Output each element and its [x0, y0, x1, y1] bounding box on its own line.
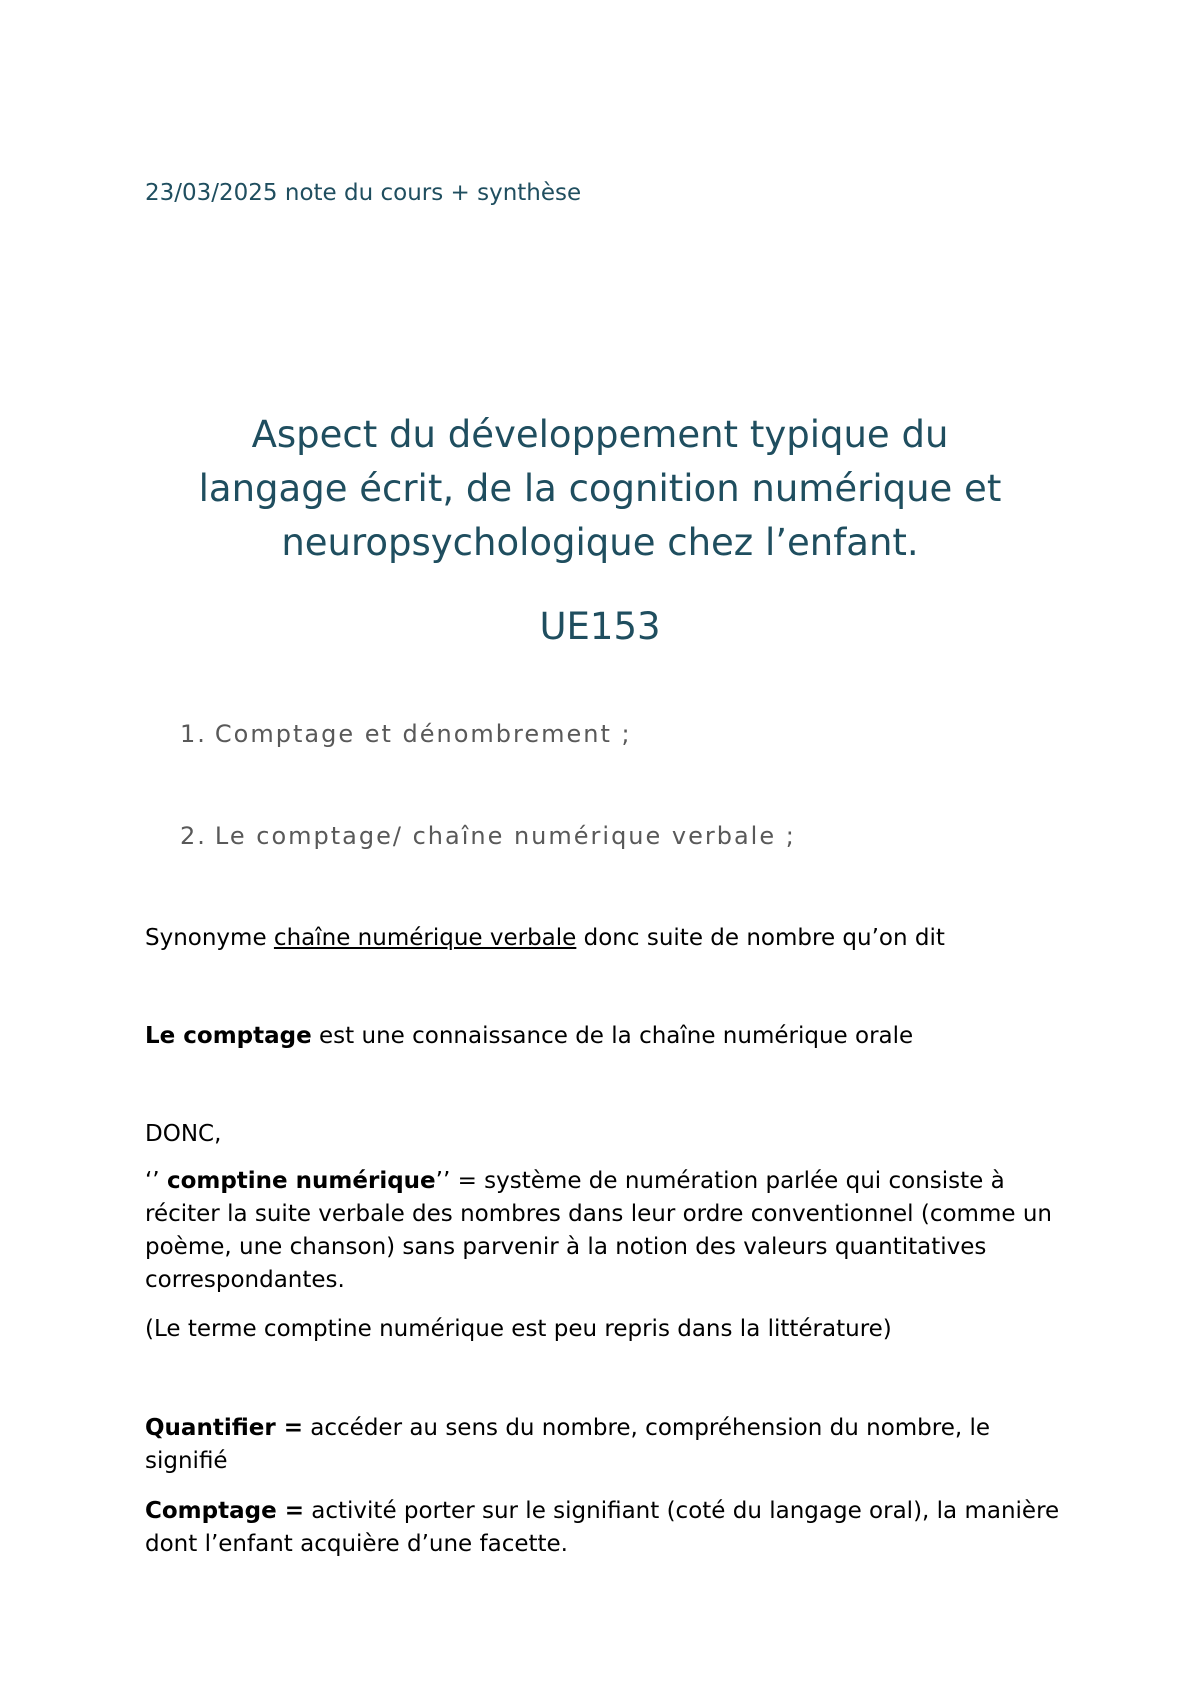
comptine-open-quote: ‘’: [145, 1168, 167, 1194]
comptage-term: Le comptage: [145, 1023, 312, 1049]
section-number: 1.: [180, 720, 207, 748]
title-line-3: neuropsychologique chez l’enfant.: [281, 521, 919, 564]
comptine-text: système de numération parlée qui consiste à réciter la suite verbale des nombres dans leur ordre conventionnel (comme un poème, une chanson) sans parvenir à la notion des valeurs quantitatives correspondantes.: [145, 1168, 1052, 1293]
paragraph-comptine: [145, 1165, 1075, 1297]
comptine-term: comptine numérique: [166, 1168, 436, 1194]
comptage-definition-text: activité porter sur le signifiant (coté du langage oral), la manière dont l’enfant acquière d’une facette.: [145, 1498, 1060, 1557]
synonyme-underlined-term: chaîne numérique verbale: [273, 925, 577, 951]
document-title: [100, 408, 1100, 570]
paragraph-comptage: [145, 1020, 1075, 1053]
quantifier-text: accéder au sens du nombre, compréhension du nombre, le signifié: [145, 1415, 991, 1474]
title-line-1: Aspect du développement typique du: [251, 413, 949, 456]
synonyme-suffix: donc suite de nombre qu’on dit: [576, 925, 945, 951]
comptage-definition-term: Comptage =: [145, 1498, 304, 1524]
paragraph-terme: (Le terme comptine numérique est peu repris dans la littérature): [145, 1316, 892, 1342]
comptine-close-quote: ’’ =: [435, 1168, 477, 1194]
synonyme-prefix: Synonyme: [145, 925, 274, 951]
ue-code: UE153: [539, 605, 661, 648]
section-item-1: [180, 720, 632, 748]
section-label: Le comptage/ chaîne numérique verbale ;: [214, 822, 796, 850]
paragraph-donc: DONC,: [145, 1121, 222, 1147]
section-label: Comptage et dénombrement ;: [214, 720, 632, 748]
section-item-2: [180, 822, 796, 850]
quantifier-term: Quantifier =: [145, 1415, 303, 1441]
comptage-text: est une connaissance de la chaîne numérique orale: [311, 1023, 914, 1049]
title-line-2: langage écrit, de la cognition numérique et: [198, 467, 1002, 510]
paragraph-synonyme: [145, 922, 1075, 955]
section-number: 2.: [180, 822, 207, 850]
paragraph-quantifier: [145, 1412, 1075, 1478]
date-line: 23/03/2025 note du cours + synthèse: [145, 180, 582, 206]
paragraph-comptage-definition: [145, 1495, 1075, 1561]
